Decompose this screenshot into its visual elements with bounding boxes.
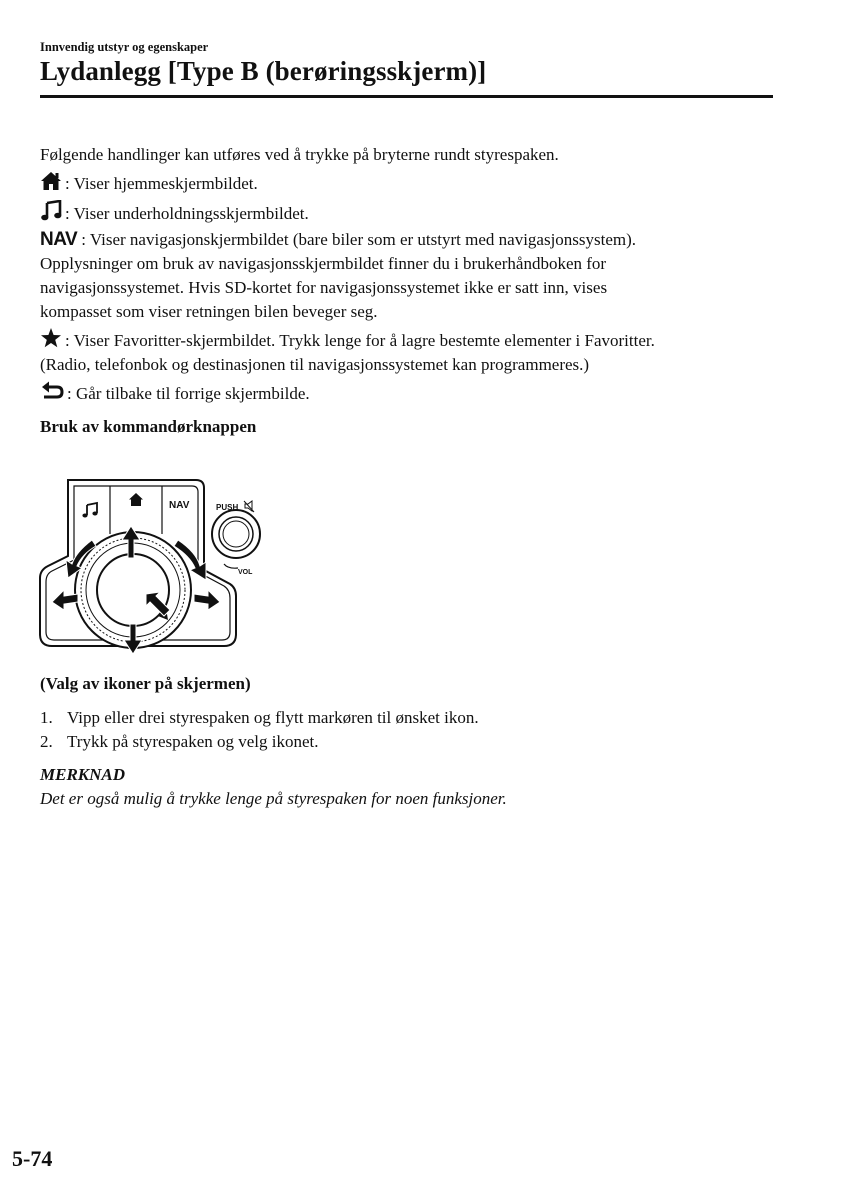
- nav-item: [40, 228, 636, 324]
- mute-icon: [244, 501, 254, 512]
- home-item-text: : Viser hjemmeskjermbildet.: [65, 174, 258, 193]
- back-arrow-icon: [40, 380, 64, 402]
- title-rule: [40, 95, 773, 98]
- note-title: MERKNAD: [40, 765, 126, 784]
- nav-item-text: : Viser navigasjonskjermbildet (bare biler som er utstyrt med navigasjonssystem).: [81, 230, 637, 249]
- favorites-item-line2: (Radio, telefonbok og destinasjonen til navigasjonssystemet kan programmeres.): [40, 355, 590, 374]
- list-item: 1. Vipp eller drei styrespaken og flytt markøren til ønsket ikon.: [40, 708, 479, 727]
- home-icon: [40, 170, 62, 192]
- note-body: Det er også mulig å trykke lenge på styrespaken for noen funksjoner.: [40, 789, 507, 808]
- nav-item-line2: Opplysninger om bruk av navigasjonsskjermbildet finner du i brukerhåndboken for: [40, 254, 607, 273]
- home-item: [40, 170, 258, 196]
- star-icon: [40, 327, 62, 349]
- nav-item-line4: kompasset som viser retningen bilen beveger seg.: [40, 302, 378, 321]
- back-item: [40, 380, 310, 406]
- section-label: Innvendig utstyr og egenskaper: [40, 40, 209, 54]
- diagram-nav-label: NAV: [169, 500, 190, 511]
- diagram-push-label: PUSH: [216, 503, 239, 512]
- commander-knob-diagram: [38, 474, 278, 656]
- commander-heading: Bruk av kommandørknappen: [40, 417, 257, 436]
- music-item: [40, 200, 309, 226]
- selection-heading: (Valg av ikoner på skjermen): [40, 674, 251, 693]
- commander-knob-center: [97, 554, 169, 626]
- list-item: 2. Trykk på styrespaken og velg ikonet.: [40, 732, 319, 751]
- page-number: 5-74: [12, 1146, 53, 1171]
- page-title: Lydanlegg [Type B (berøringsskjerm)]: [40, 56, 487, 86]
- music-item-text: : Viser underholdningsskjermbildet.: [65, 204, 309, 223]
- nav-icon: NAV: [40, 229, 78, 250]
- back-item-text: : Går tilbake til forrige skjermbilde.: [67, 384, 310, 403]
- favorites-item-text: : Viser Favoritter-skjermbildet. Trykk lenge for å lagre bestemte elementer i Favoritter.: [65, 331, 655, 350]
- steps-list: [40, 706, 479, 754]
- music-note-icon: [40, 200, 62, 222]
- intro-paragraph: Følgende handlinger kan utføres ved å trykke på bryterne rundt styrespaken.: [40, 145, 559, 164]
- nav-item-line3: navigasjonssystemet. Hvis SD-kortet for navigasjonssystemet ikke er satt inn, vises: [40, 278, 608, 297]
- diagram-vol-label: VOL: [238, 569, 253, 576]
- favorites-item: [40, 327, 655, 377]
